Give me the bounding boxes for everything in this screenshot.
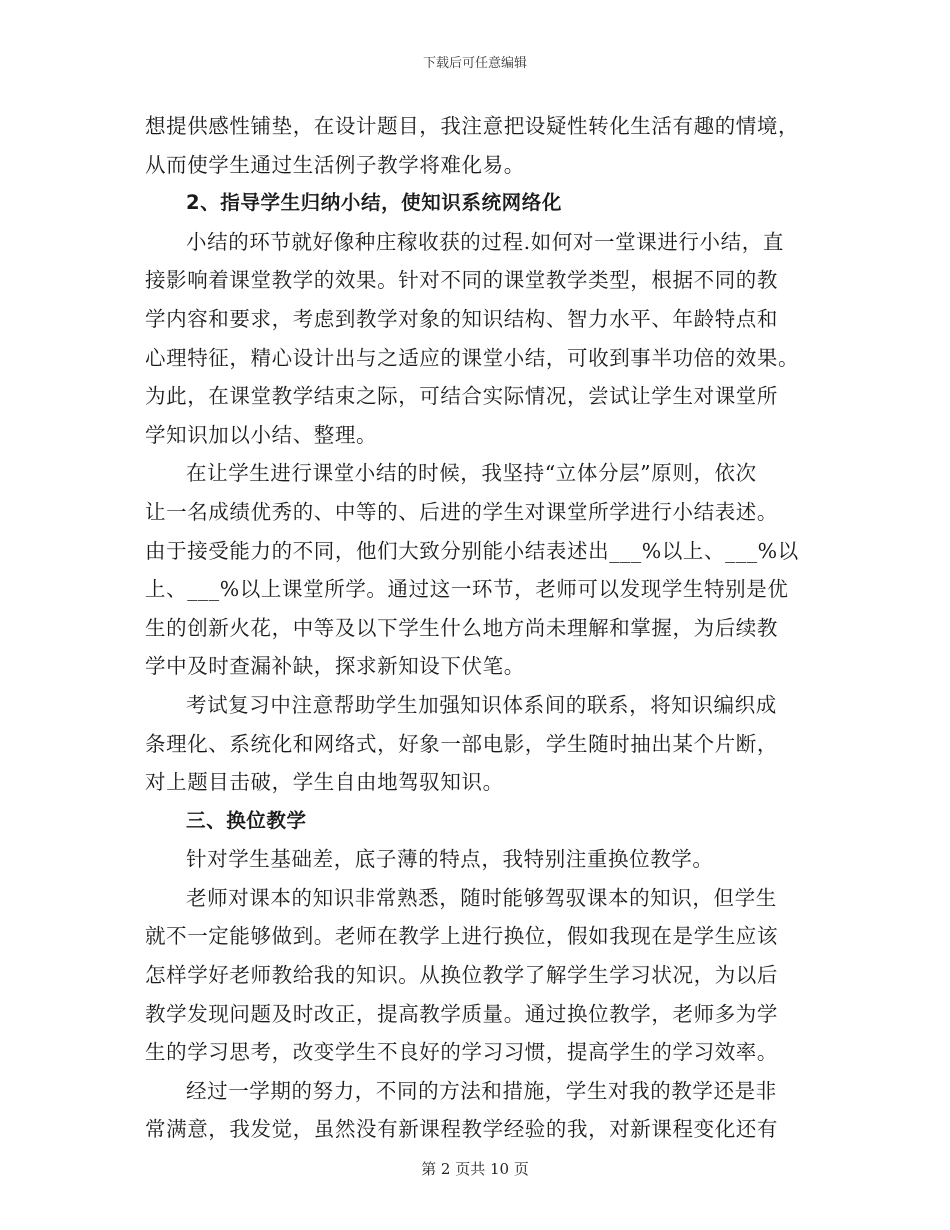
- body-text-line: 经过一学期的努力，不同的方法和措施，学生对我的教学还是非: [186, 1078, 777, 1103]
- body-text-line: 小结的环节就好像种庄稼收获的过程.如何对一堂课进行小结，直: [186, 229, 784, 254]
- page-header: 下载后可任意编辑: [422, 56, 527, 71]
- body-text-line: 考试复习中注意帮助学生加强知识体系间的联系，将知识编织成: [186, 692, 777, 717]
- body-text-line: 心理特征，精心设计出与之适应的课堂小结，可收到事半功倍的效果。: [145, 345, 800, 370]
- body-text-line: 怎样学好老师教给我的知识。从换位教学了解学生学习状况，为以后: [145, 963, 778, 988]
- body-text-line: 由于接受能力的不同，他们大致分别能小结表述出___%以上、___%以: [145, 538, 799, 563]
- body-text-line: 学中及时查漏补缺，探求新知设下伏笔。: [145, 654, 525, 679]
- body-text-line: 为此，在课堂教学结束之际，可结合实际情况，尝试让学生对课堂所: [145, 384, 778, 409]
- body-text-line: 从而使学生通过生活例子教学将难化易。: [145, 152, 525, 177]
- section-heading: 三、换位教学: [186, 808, 307, 832]
- body-text-line: 接影响着课堂教学的效果。针对不同的课堂教学类型，根据不同的教: [145, 268, 778, 293]
- body-text-line: 针对学生基础差，底子薄的特点，我特别注重换位教学。: [186, 847, 714, 872]
- body-text-line: 让一名成绩优秀的、中等的、后进的学生对课堂所学进行小结表述。: [145, 499, 778, 524]
- body-text-line: 常满意，我发觉，虽然没有新课程教学经验的我，对新课程变化还有: [145, 1117, 778, 1142]
- body-text-line: 生的学习思考，改变学生不良好的学习习惯，提高学生的学习效率。: [145, 1040, 778, 1065]
- body-text-line: 学内容和要求，考虑到教学对象的知识结构、智力水平、年龄特点和: [145, 306, 778, 331]
- page-footer: 第 2 页共 10 页: [421, 1160, 529, 1178]
- body-text-line: 想提供感性铺垫，在设计题目，我注意把设疑性转化生活有趣的情境，: [145, 114, 800, 138]
- section-heading: 2、指导学生归纳小结，使知识系统网络化: [186, 191, 562, 215]
- body-text-line: 条理化、系统化和网络式，好象一部电影，学生随时抽出某个片断，: [145, 731, 778, 756]
- body-text-line: 生的创新火花，中等及以下学生什么地方尚未理解和掌握，为后续教: [145, 615, 778, 640]
- body-text-line: 学知识加以小结、整理。: [145, 422, 378, 447]
- body-text-line: 上、___%以上课堂所学。通过这一环节，老师可以发现学生特别是优: [145, 577, 789, 602]
- body-text-line: 在让学生进行课堂小结的时候，我坚持“立体分层”原则，依次: [186, 461, 757, 486]
- document-body: [145, 107, 807, 1149]
- body-text-line: 对上题目击破，学生自由地驾驭知识。: [145, 770, 504, 795]
- body-text-line: 就不一定能够做到。老师在教学上进行换位，假如我现在是学生应该: [145, 924, 778, 949]
- body-text-line: 教学发现问题及时改正，提高教学质量。通过换位教学，老师多为学: [145, 1001, 778, 1026]
- body-text-line: 老师对课本的知识非常熟悉，随时能够驾驭课本的知识，但学生: [186, 885, 777, 910]
